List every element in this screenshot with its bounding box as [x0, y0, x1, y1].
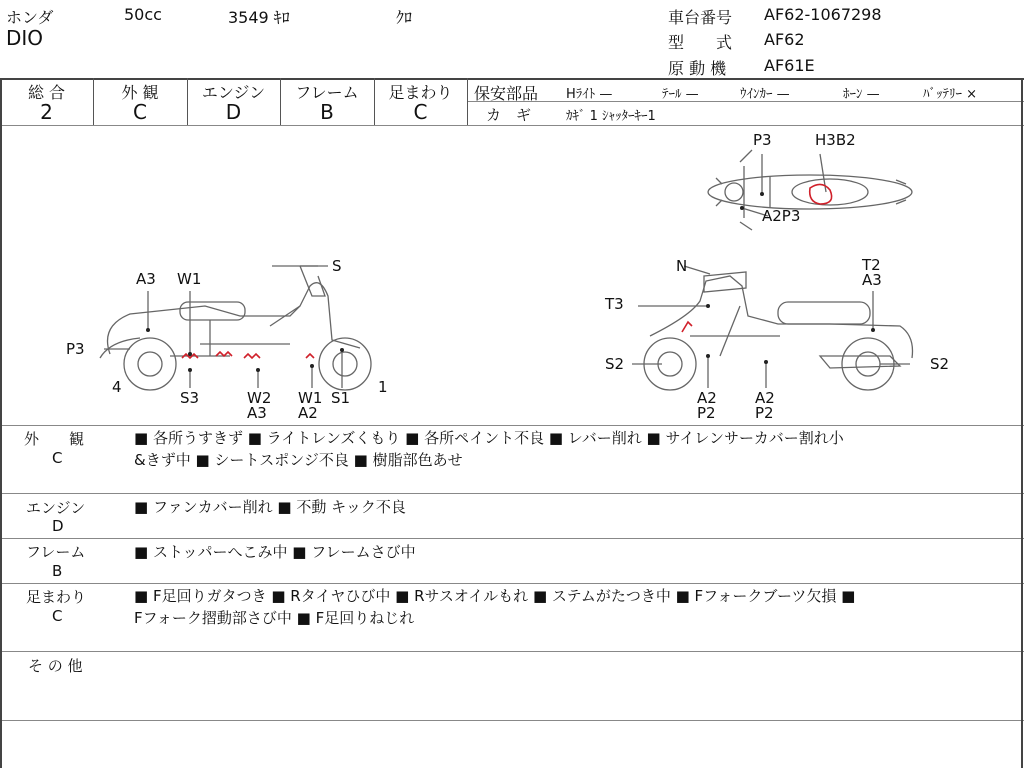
- frame-notes: ■ ストッパーへこみ中 ■ フレームさび中: [134, 543, 416, 561]
- diagram-label: P2: [755, 404, 774, 422]
- diagram-label: 4: [112, 378, 122, 396]
- suspension-notes-line1: ■ F足回りガタつき ■ Rタイヤひび中 ■ Rサスオイルもれ ■ ステムがたつき中 ■ Fフォークブーツ欠損 ■: [134, 587, 856, 605]
- exterior-notes-line1: ■ 各所うすきず ■ ライトレンズくもり ■ 各所ペイント不良 ■ レバー削れ ■ サイレンサーカバー割れ小: [134, 429, 844, 447]
- suspension-notes-line2: Fフォーク摺動部さび中 ■ F足回りねじれ: [134, 609, 415, 627]
- key-value: ｶｷﾞ 1 ｼｬｯﾀｰｷｰ1: [566, 109, 656, 124]
- damage-mark: [244, 354, 260, 358]
- divider: [0, 425, 1024, 426]
- diagram-label: W2: [247, 389, 272, 407]
- color: ｸﾛ: [396, 8, 413, 27]
- diagram-label: A2: [697, 389, 717, 407]
- safety-item-battery: ﾊﾞｯﾃﾘｰ ×: [923, 87, 978, 102]
- rating-exterior: C: [133, 100, 147, 124]
- engine-value: AF61E: [764, 56, 815, 75]
- diagram-label: S2: [605, 355, 625, 373]
- frame-section-grade: B: [52, 562, 63, 580]
- suspension-section-grade: C: [52, 607, 63, 625]
- divider: [0, 583, 1024, 584]
- damage-mark: [810, 184, 832, 204]
- type-value: AF62: [764, 30, 805, 49]
- diagram-label: H3B2: [815, 131, 856, 149]
- key-label: カ ギ: [486, 106, 532, 124]
- divider: [0, 493, 1024, 494]
- diagram-label: S2: [930, 355, 950, 373]
- diagram-label: A2: [298, 404, 318, 422]
- diagram-label: W1: [298, 389, 323, 407]
- damage-marks: [182, 184, 832, 358]
- diagram-label: W1: [177, 270, 202, 288]
- divider: [0, 538, 1024, 539]
- suspension-section-label: 足まわり: [26, 588, 87, 606]
- divider: [0, 651, 1024, 652]
- exterior-section-label: 外 観: [24, 430, 85, 448]
- divider: [467, 78, 468, 125]
- rating-frame: B: [320, 100, 334, 124]
- diagram-label: A3: [247, 404, 267, 422]
- frame-section-label: フレーム: [26, 543, 86, 561]
- model-name: DIO: [6, 26, 44, 50]
- safety-label: 保安部品: [474, 84, 539, 103]
- exterior-section-grade: C: [52, 449, 63, 467]
- safety-item-tail: ﾃｰﾙ —: [662, 87, 699, 102]
- rating-overall-label: 総 合: [27, 83, 66, 102]
- diagram-label: A2P3: [762, 207, 801, 225]
- diagram-label: S: [332, 257, 342, 275]
- diagram-label: P2: [697, 404, 716, 422]
- maker: ホンダ: [6, 8, 54, 27]
- displacement: 50cc: [124, 5, 162, 24]
- rating-engine-label: エンジン: [201, 83, 266, 102]
- diagram-label: T3: [605, 295, 624, 313]
- diagram-label: 1: [378, 378, 388, 396]
- safety-item-horn: ﾎｰﾝ —: [843, 87, 880, 102]
- engine-label: 原 動 機: [668, 59, 727, 78]
- exterior-notes-line2: &きず中 ■ シートスポンジ不良 ■ 樹脂部色あせ: [134, 451, 463, 469]
- diagram-label: P3: [753, 131, 772, 149]
- diagram-label: S3: [180, 389, 200, 407]
- safety-item-headlight: Hﾗｲﾄ —: [566, 87, 613, 102]
- rating-overall: 2: [40, 100, 53, 124]
- damage-mark: [306, 354, 314, 358]
- diagram-label: S1: [331, 389, 351, 407]
- diagram-label: P3: [66, 340, 85, 358]
- frame-no-label: 車台番号: [668, 8, 733, 27]
- engine-section-grade: D: [52, 517, 64, 535]
- diagram-label: T2: [862, 256, 881, 274]
- diagram-label: N: [676, 257, 688, 275]
- mileage: 3549 ｷﾛ: [228, 8, 290, 27]
- frame-no: AF62-1067298: [764, 5, 882, 24]
- damage-mark: [682, 322, 692, 332]
- other-section-label: そ の 他: [28, 657, 83, 675]
- engine-notes: ■ ファンカバー削れ ■ 不動 キック不良: [134, 498, 406, 516]
- rating-suspension-label: 足まわり: [388, 83, 453, 102]
- engine-section-label: エンジン: [26, 499, 86, 517]
- rating-frame-label: フレーム: [295, 83, 359, 102]
- diagram-label: A3: [862, 271, 882, 289]
- rating-exterior-label: 外 観: [121, 83, 159, 102]
- safety-item-winker: ｳｲﾝｶｰ —: [740, 87, 790, 102]
- rating-suspension: C: [413, 100, 428, 124]
- divider: [0, 720, 1024, 721]
- diagram-label: A2: [755, 389, 775, 407]
- diagram-label: A3: [136, 270, 156, 288]
- type-label: 型 式: [668, 33, 733, 52]
- rating-engine: D: [225, 100, 242, 124]
